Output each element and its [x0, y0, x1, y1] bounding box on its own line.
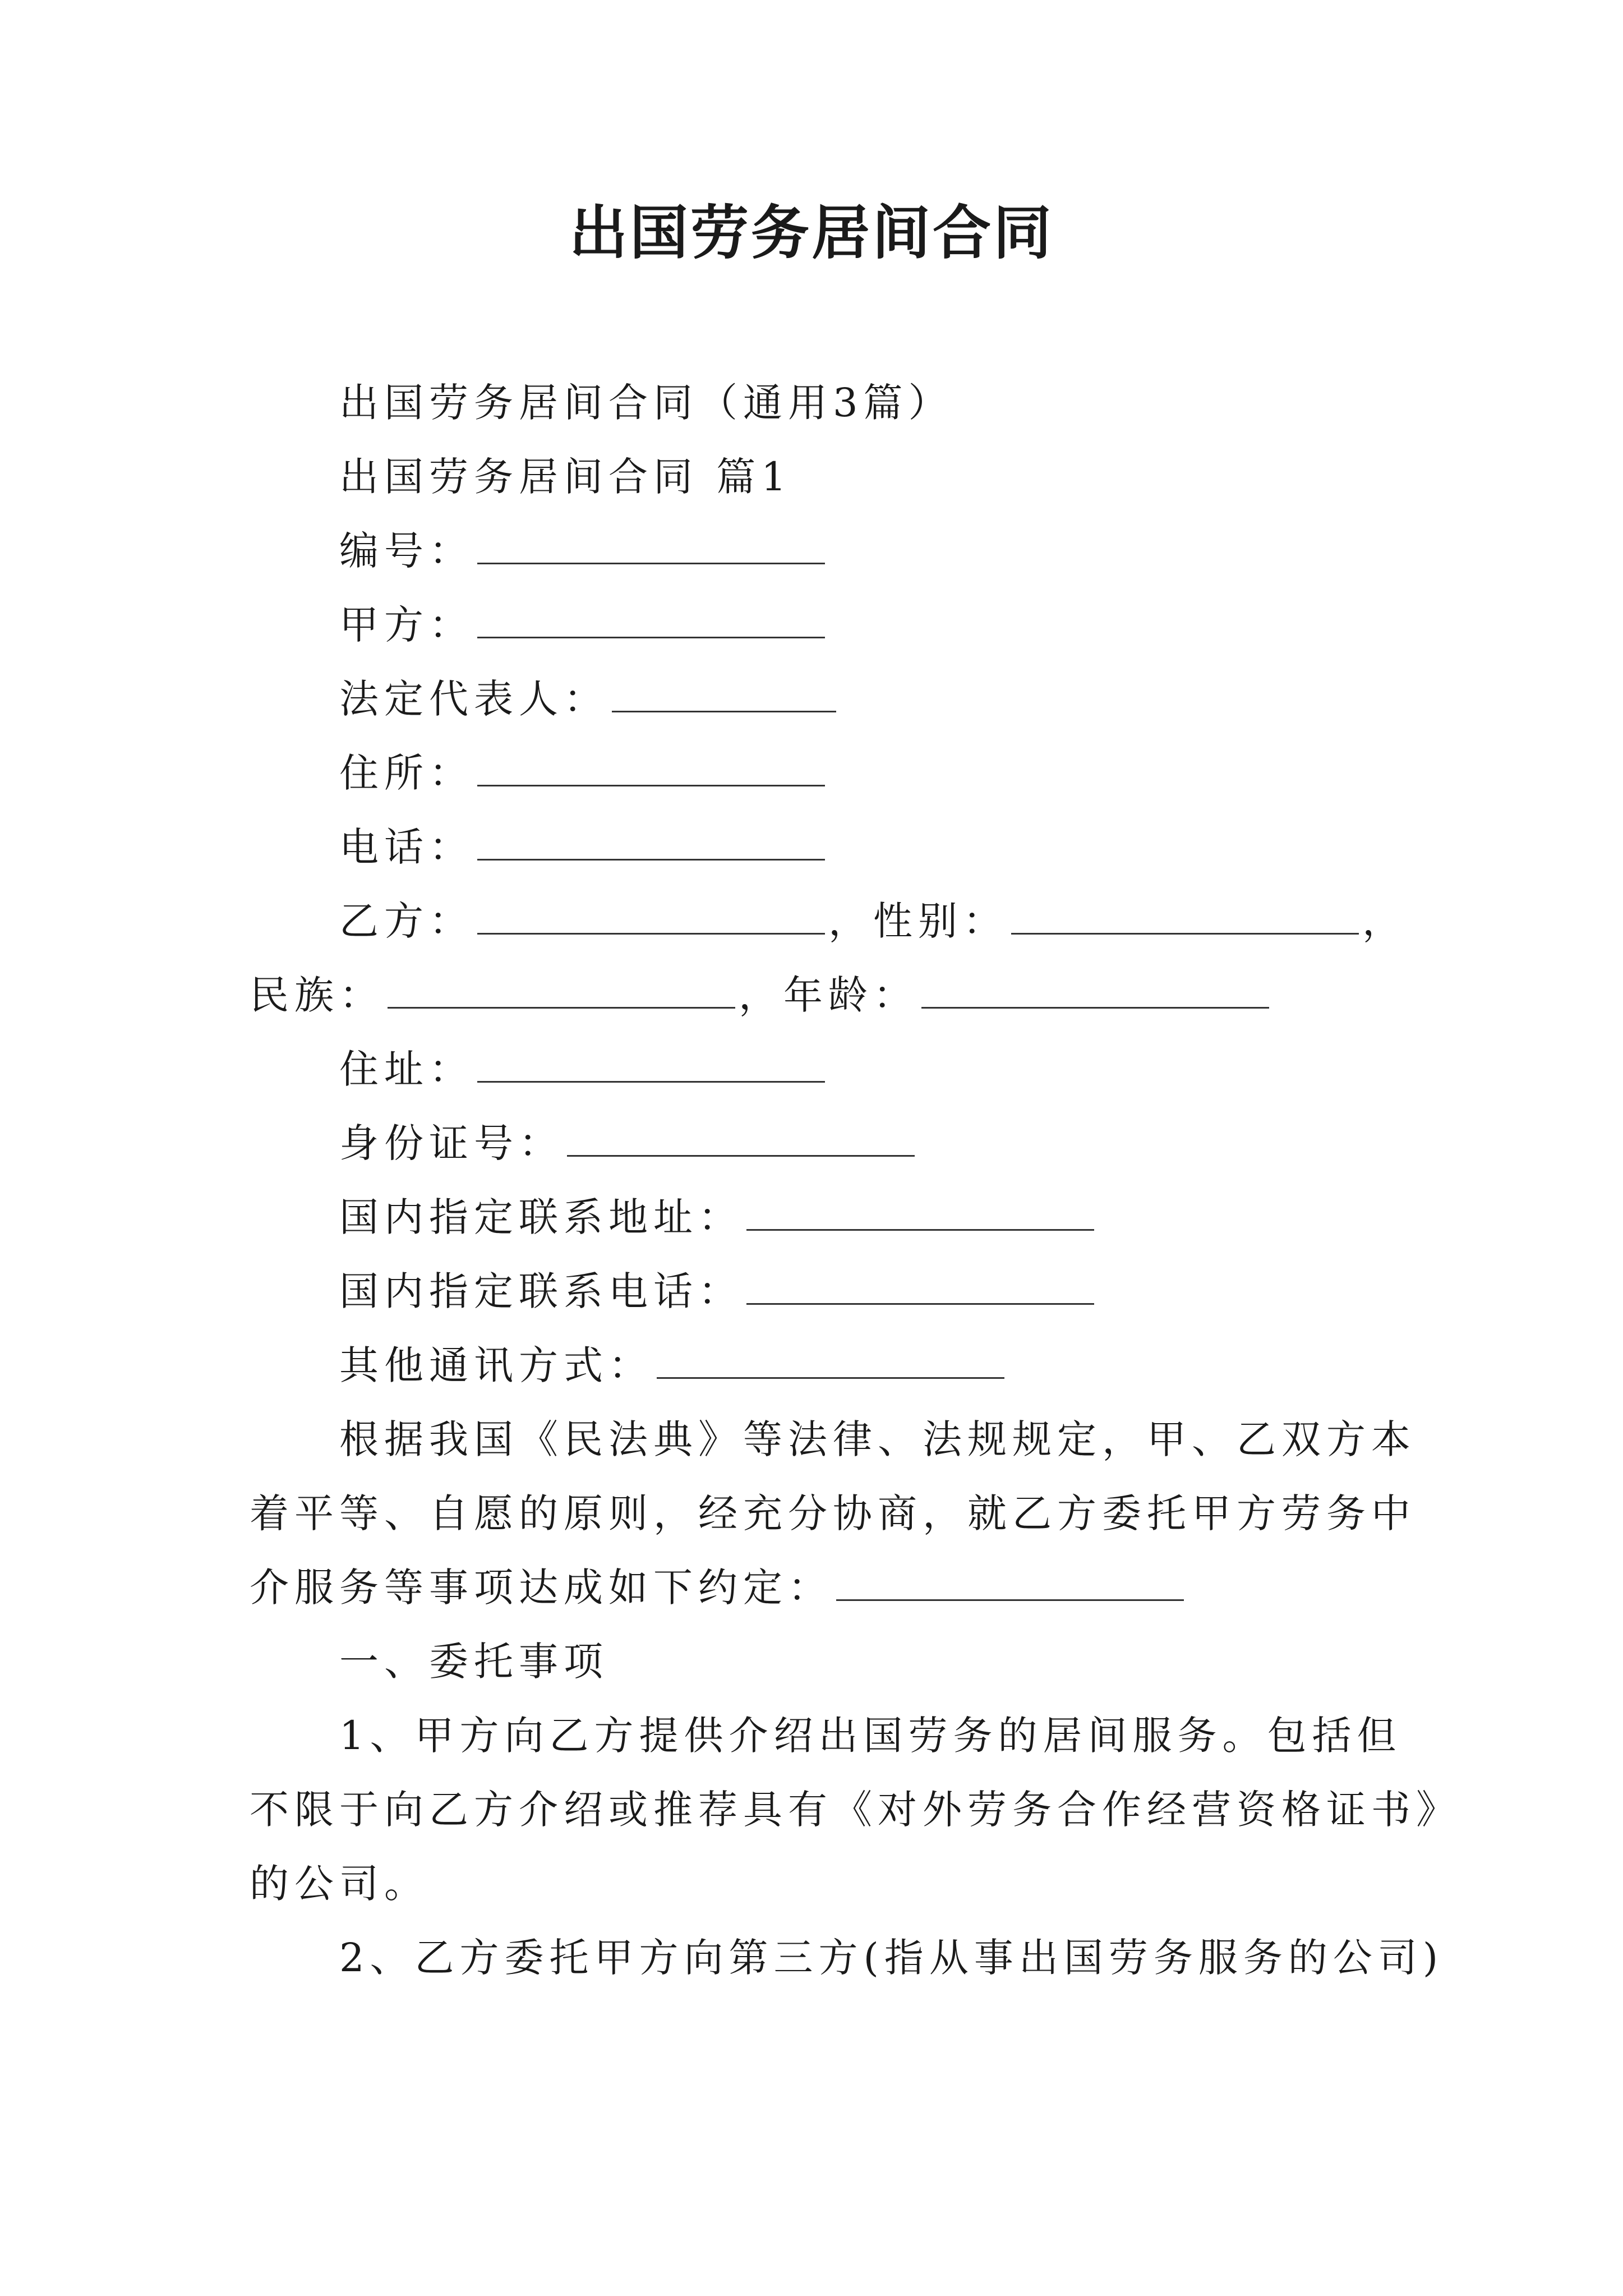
- field-other-contact: [250, 1337, 1483, 1393]
- fill-blank: [612, 671, 836, 712]
- clause-line: 不限于向乙方介绍或推荐具有《对外劳务合作经营资格证书》: [250, 1787, 1461, 1833]
- clause-line: 1、甲方向乙方提供介绍出国劳务的居间服务。包括但: [339, 1713, 1402, 1759]
- fill-blank: [477, 894, 825, 935]
- field-label: 电话：: [339, 824, 474, 870]
- field-label: 其他通讯方式：: [339, 1342, 653, 1388]
- field-party-a: [250, 597, 1483, 653]
- field-label: 民族：: [250, 972, 384, 1018]
- field-address: [250, 1041, 1483, 1097]
- field-party-b: [250, 893, 1483, 949]
- fill-blank: [477, 1042, 825, 1083]
- preamble-line-last: [250, 1559, 1394, 1616]
- field-label: 甲方：: [339, 602, 474, 648]
- fill-blank: [477, 820, 825, 861]
- field-residence: [250, 745, 1483, 801]
- field-label: 国内指定联系电话：: [339, 1268, 743, 1314]
- fill-blank: [836, 1560, 1184, 1601]
- field-label: 国内指定联系地址：: [339, 1194, 743, 1240]
- field-ethnicity: [250, 967, 1394, 1023]
- fill-blank: [477, 523, 825, 564]
- clause-line: 的公司。: [250, 1861, 429, 1907]
- fill-blank: [921, 968, 1269, 1009]
- preamble-line: 根据我国《民法典》等法律、法规规定，甲、乙双方本: [339, 1416, 1416, 1462]
- fill-blank: [477, 597, 825, 638]
- document-title: 出国劳务居间合同: [569, 198, 1054, 267]
- field-label: 身份证号：: [339, 1120, 564, 1166]
- field-phone: [250, 819, 1483, 875]
- fill-blank: [746, 1190, 1094, 1231]
- article-heading: 出国劳务居间合同 篇1: [339, 454, 792, 500]
- punctuation: ，: [1362, 898, 1407, 944]
- field-id-number: [250, 1115, 1483, 1171]
- field-label: 法定代表人：: [339, 676, 608, 722]
- field-label: 乙方：: [339, 898, 474, 944]
- section-heading: 一、委托事项: [339, 1639, 608, 1685]
- field-number: [250, 523, 1483, 579]
- preamble-text: 介服务等事项达成如下约定：: [250, 1565, 833, 1611]
- field-domestic-address: [250, 1189, 1483, 1245]
- fill-blank: [388, 968, 735, 1009]
- field-label: ，性别：: [828, 898, 1008, 944]
- fill-blank: [477, 746, 825, 786]
- field-label: 住所：: [339, 750, 474, 796]
- fill-blank: [567, 1116, 915, 1157]
- field-label: 住址：: [339, 1046, 474, 1092]
- field-label: ，年龄：: [739, 972, 918, 1018]
- fill-blank: [746, 1264, 1094, 1305]
- field-legal-rep: [250, 671, 1483, 727]
- subtitle: 出国劳务居间合同（通用3篇）: [339, 380, 953, 426]
- fill-blank: [1011, 894, 1359, 935]
- field-label: 编号：: [339, 528, 474, 574]
- field-domestic-phone: [250, 1263, 1483, 1319]
- clause-line: 2、乙方委托甲方向第三方(指从事出国劳务服务的公司): [339, 1935, 1444, 1981]
- preamble-line: 着平等、自愿的原则，经充分协商，就乙方委托甲方劳务中: [250, 1490, 1416, 1536]
- fill-blank: [657, 1338, 1004, 1379]
